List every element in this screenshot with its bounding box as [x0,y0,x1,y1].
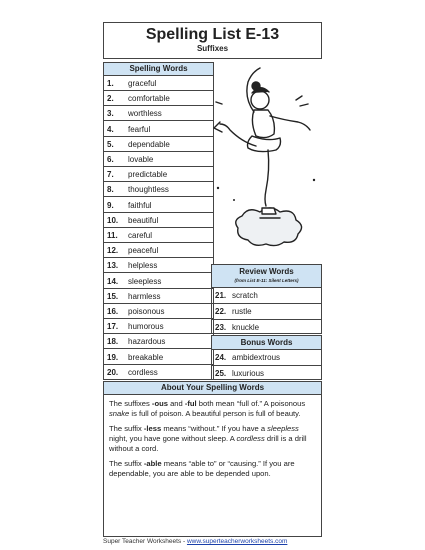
word-number: 22. [215,307,227,316]
word-text: cordless [128,367,158,377]
bonus-word-row [212,350,321,366]
spelling-word-row [104,198,213,213]
spelling-word-row [104,304,213,319]
spelling-word-row [104,76,213,91]
word-number: 11. [107,231,118,240]
word-text: luxurious [232,369,265,378]
word-text: hazardous [128,337,166,347]
word-number: 4. [107,124,114,134]
spelling-word-row [104,137,213,152]
word-text: faithful [128,200,152,210]
word-number: 19. [107,352,119,362]
word-text: lovable [128,155,154,164]
word-number: 9. [107,200,114,210]
word-text: graceful [128,79,157,88]
spelling-words-box [103,62,214,380]
page-subtitle: Suffixes [196,44,229,53]
ice-skater-illustration [210,60,322,265]
word-number: 17. [107,322,119,332]
footer-text: Super Teacher Worksheets - [103,538,187,545]
review-words-header [212,265,321,288]
word-text: worthless [128,109,162,119]
page-title: Spelling List E-13 [145,26,280,43]
spelling-word-row [104,213,213,228]
word-number: 25. [215,369,227,378]
about-paragraph: The suffixes -ous and -ful both mean “full of.” A poisonous snake is full of poison. A beautiful person is full of beauty. [109,399,306,418]
footer [103,538,322,545]
review-word-row [212,304,321,320]
review-word-row [212,288,321,304]
spelling-word-row [104,258,213,273]
spelling-word-row [104,319,213,334]
word-number: 2. [107,94,114,104]
word-number: 8. [107,185,114,195]
word-text: comfortable [128,94,170,104]
word-text: scratch [232,291,258,300]
spelling-word-row [104,274,213,289]
about-paragraph: The suffix -less means “without.” If you have a sleepless night, you have gone without sleep. A cordless drill is a drill without a cord. [109,424,307,453]
word-number: 13. [107,261,119,271]
word-text: rustle [232,307,252,316]
word-number: 21. [215,291,227,300]
spelling-word-row [104,152,213,167]
footer-link[interactable]: www.superteacherworksheets.com [186,538,288,545]
word-text: fearful [128,124,151,134]
word-text: helpless [128,261,158,271]
review-words-heading: Review Words [239,267,294,276]
word-text: ambidextrous [232,353,281,362]
word-text: poisonous [128,307,165,316]
about-heading: About Your Spelling Words [104,382,321,395]
review-words-subheading: (from List E-11: Silent Letters) [234,278,299,283]
word-number: 5. [107,139,114,149]
word-number: 14. [107,276,119,286]
word-number: 6. [107,155,114,164]
bonus-word-row [212,366,321,382]
word-number: 23. [215,323,227,332]
spelling-word-row [104,289,213,304]
spelling-word-row [104,334,213,349]
spelling-words-heading: Spelling Words [104,63,213,76]
word-number: 16. [107,307,119,316]
word-number: 12. [107,246,119,256]
word-number: 18. [107,337,119,347]
word-number: 10. [107,215,119,225]
title-box [103,22,322,59]
word-text: knuckle [232,323,260,332]
word-number: 15. [107,291,119,301]
word-text: harmless [128,291,161,301]
word-text: sleepless [128,276,162,286]
bonus-words-heading: Bonus Words [212,336,321,350]
word-number: 3. [107,109,114,119]
word-text: dependable [128,139,170,149]
spelling-word-row [104,228,213,243]
spelling-word-row [104,350,213,365]
word-text: breakable [128,352,164,362]
word-text: predictable [128,170,168,180]
spelling-word-row [104,91,213,106]
spelling-word-row [104,365,213,380]
spelling-word-row [104,182,213,197]
word-number: 20. [107,367,119,377]
word-text: beautiful [128,215,159,225]
about-paragraph: The suffix -able means “able to” or “causing.” If you are dependable, you are able to be depended upon. [109,459,295,478]
word-text: humorous [128,322,164,332]
spelling-word-row [104,106,213,121]
spelling-word-row [104,243,213,258]
about-box [103,381,322,537]
word-number: 7. [107,170,114,180]
review-words-box [211,264,322,334]
word-text: peaceful [128,246,159,256]
word-number: 24. [215,353,227,362]
word-number: 1. [107,79,114,88]
bonus-words-box [211,335,322,380]
spelling-word-row [104,167,213,182]
word-text: careful [128,231,153,240]
word-text: thoughtless [128,185,169,195]
spelling-word-row [104,122,213,137]
about-body [109,399,317,484]
review-word-row [212,320,321,336]
